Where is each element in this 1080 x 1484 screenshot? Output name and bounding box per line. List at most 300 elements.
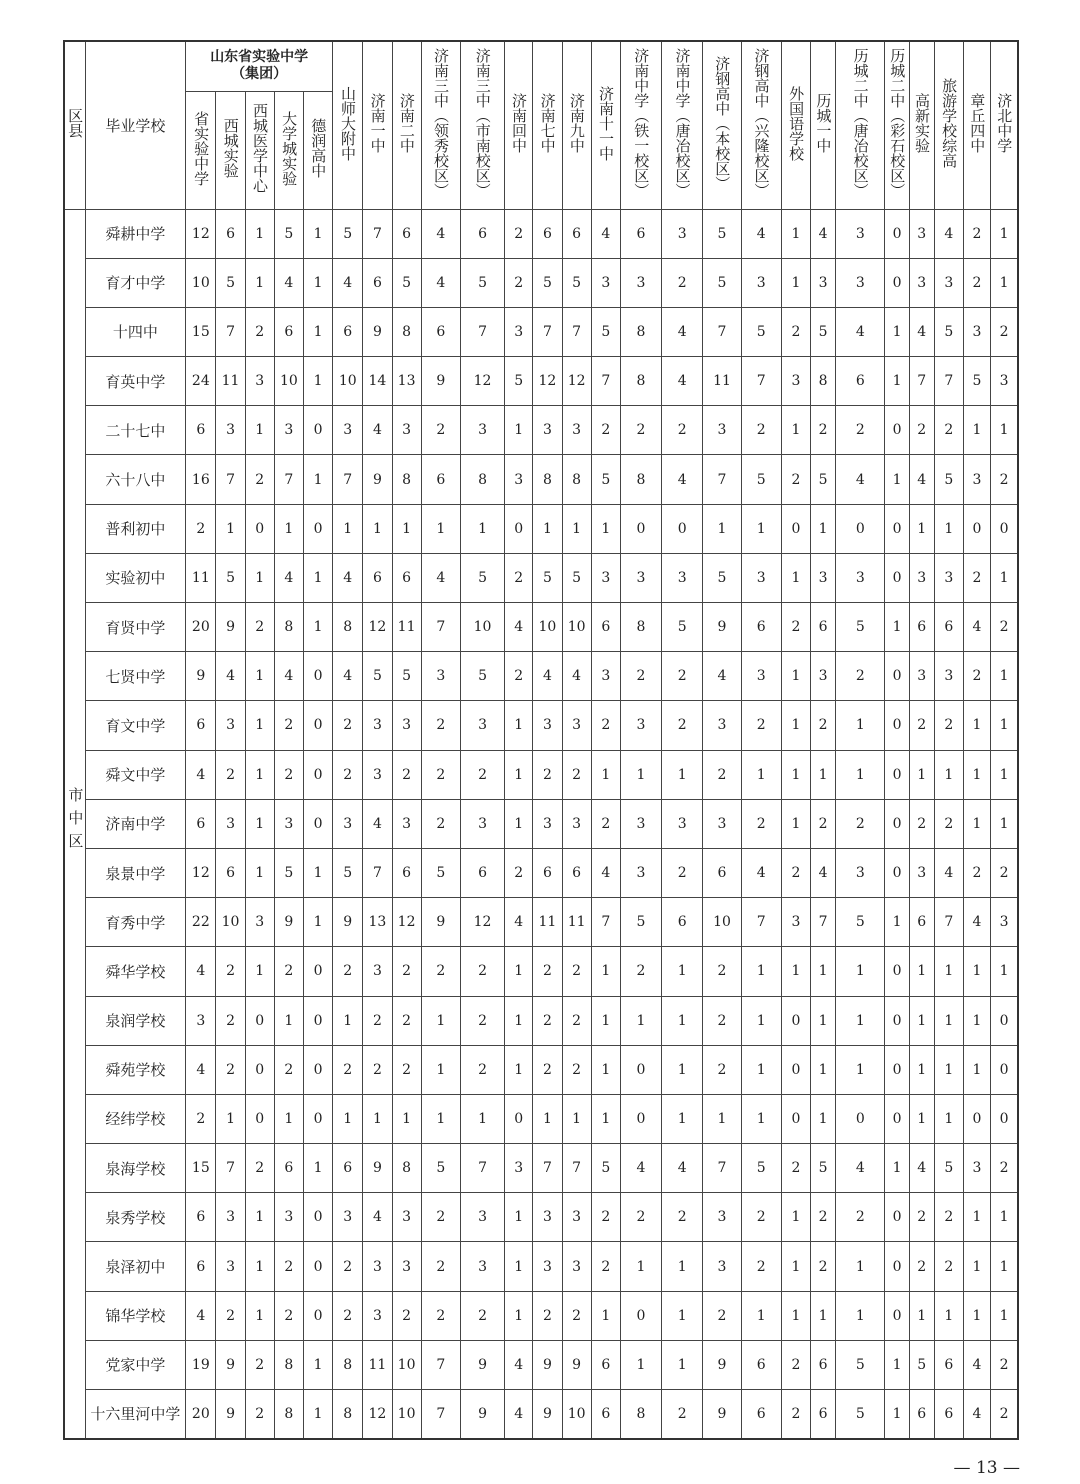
quota-cell: 5 [741,307,781,356]
quota-cell: 2 [703,1045,741,1094]
quota-cell: 7 [811,898,836,947]
column-header-label: 济南三中（领秀校区） [432,48,451,199]
quota-cell: 6 [811,1390,836,1439]
quota-cell: 5 [392,258,421,307]
quota-cell: 4 [333,652,363,701]
quota-cell: 2 [460,947,504,996]
quota-cell: 1 [505,406,533,455]
quota-cell: 2 [934,1242,963,1291]
quota-cell: 5 [562,553,591,602]
quota-cell: 4 [274,553,303,602]
quota-cell: 1 [591,947,620,996]
quota-cell: 1 [303,357,332,406]
quota-cell: 2 [333,1045,363,1094]
quota-cell: 2 [245,603,274,652]
quota-cell: 4 [836,455,885,504]
quota-cell: 7 [591,898,620,947]
quota-cell: 1 [245,209,274,258]
quota-cell: 3 [505,1144,533,1193]
quota-cell: 4 [363,1193,392,1242]
quota-cell: 2 [991,603,1018,652]
quota-cell: 1 [909,1045,934,1094]
quota-cell: 9 [703,1390,741,1439]
quota-cell: 3 [562,701,591,750]
quota-cell: 1 [662,750,703,799]
quota-cell: 0 [963,1094,990,1143]
quota-cell: 3 [392,406,421,455]
quota-cell: 1 [781,1242,810,1291]
quota-cell: 4 [186,947,216,996]
quota-cell: 5 [421,848,460,897]
quota-cell: 6 [216,848,245,897]
quota-cell: 1 [781,947,810,996]
quota-cell: 1 [885,1340,909,1389]
quota-cell: 4 [363,406,392,455]
quota-cell: 3 [505,455,533,504]
quota-cell: 2 [421,701,460,750]
quota-cell: 3 [620,553,661,602]
table-row [64,1094,1018,1143]
column-header [216,91,245,209]
column-header [363,41,392,209]
column-header [781,41,810,209]
quota-cell: 2 [620,1193,661,1242]
quota-cell: 5 [811,1144,836,1193]
quota-cell: 10 [703,898,741,947]
quota-cell: 1 [885,1390,909,1439]
quota-cell: 8 [620,357,661,406]
quota-cell: 1 [836,947,885,996]
quota-cell: 1 [885,455,909,504]
quota-cell: 1 [934,1094,963,1143]
quota-cell: 6 [363,258,392,307]
quota-cell: 1 [963,996,990,1045]
quota-cell: 7 [741,357,781,406]
quota-cell: 1 [662,996,703,1045]
quota-cell: 1 [781,799,810,848]
column-header [392,41,421,209]
quota-cell: 1 [505,799,533,848]
quota-cell: 5 [909,1340,934,1389]
quota-cell: 0 [303,1242,332,1291]
school-name: 舜文中学 [85,750,186,799]
quota-cell: 3 [533,406,562,455]
quota-cell: 2 [562,996,591,1045]
quota-cell: 6 [186,701,216,750]
quota-cell: 2 [741,799,781,848]
quota-cell: 11 [562,898,591,947]
quota-cell: 2 [836,799,885,848]
quota-cell: 8 [620,1390,661,1439]
quota-cell: 1 [741,947,781,996]
quota-cell: 8 [562,455,591,504]
quota-cell: 9 [703,1340,741,1389]
quota-cell: 4 [934,848,963,897]
column-header-label: 外国语学校 [787,85,806,161]
quota-cell: 11 [186,553,216,602]
quota-cell: 3 [811,652,836,701]
school-name: 六十八中 [85,455,186,504]
quota-cell: 1 [662,1291,703,1340]
quota-cell: 1 [885,603,909,652]
quota-cell: 1 [963,750,990,799]
quota-cell: 3 [216,701,245,750]
school-name: 济南中学 [85,799,186,848]
quota-cell: 24 [186,357,216,406]
quota-cell: 1 [934,947,963,996]
column-header-label: 山师大附中 [338,85,357,161]
quota-cell: 1 [505,750,533,799]
table-row [64,652,1018,701]
quota-cell: 2 [216,1291,245,1340]
quota-cell: 6 [811,1340,836,1389]
quota-cell: 1 [662,1242,703,1291]
header-row-1 [64,41,1018,91]
quota-cell: 8 [274,603,303,652]
quota-cell: 1 [741,1045,781,1094]
quota-cell: 3 [274,406,303,455]
quota-cell: 0 [991,1094,1018,1143]
quota-cell: 3 [333,406,363,455]
quota-cell: 3 [741,258,781,307]
quota-cell: 1 [741,750,781,799]
quota-cell: 0 [885,1094,909,1143]
quota-cell: 1 [885,357,909,406]
quota-cell: 2 [591,799,620,848]
quota-cell: 3 [216,799,245,848]
quota-cell: 1 [505,701,533,750]
quota-cell: 2 [274,750,303,799]
quota-cell: 6 [421,307,460,356]
quota-cell: 0 [303,701,332,750]
quota-cell: 6 [274,307,303,356]
quota-cell: 14 [363,357,392,406]
column-header-label: 高新实验 [912,93,931,154]
quota-cell: 3 [909,848,934,897]
quota-cell: 3 [245,357,274,406]
quota-cell: 5 [460,553,504,602]
quota-cell: 9 [533,1340,562,1389]
quota-cell: 0 [620,1094,661,1143]
quota-cell: 0 [885,1193,909,1242]
quota-cell: 9 [274,898,303,947]
quota-cell: 2 [533,750,562,799]
quota-cell: 4 [216,652,245,701]
quota-cell: 1 [703,1094,741,1143]
column-header [421,41,460,209]
quota-cell: 4 [591,209,620,258]
quota-cell: 5 [333,848,363,897]
quota-cell: 6 [460,848,504,897]
column-header-label: 济北中学 [995,93,1014,154]
quota-cell: 7 [333,455,363,504]
table-row [64,1045,1018,1094]
column-header-label: 济南九中 [567,93,586,154]
column-header-label: 济南三中（市南校区） [473,48,492,199]
quota-cell: 6 [562,209,591,258]
quota-cell: 1 [934,1045,963,1094]
quota-cell: 6 [836,357,885,406]
quota-cell: 2 [909,406,934,455]
quota-cell: 1 [303,553,332,602]
quota-cell: 5 [533,258,562,307]
quota-cell: 0 [303,1094,332,1143]
quota-cell: 3 [363,701,392,750]
quota-cell: 2 [991,307,1018,356]
quota-cell: 6 [811,603,836,652]
quota-cell: 4 [186,1045,216,1094]
column-header [186,91,216,209]
quota-cell: 4 [505,1340,533,1389]
column-header-label: 济南十一中 [597,85,616,161]
quota-cell: 5 [460,258,504,307]
table-row [64,258,1018,307]
quota-cell: 1 [781,1193,810,1242]
quota-cell: 0 [885,750,909,799]
quota-cell: 1 [836,701,885,750]
school-name: 育文中学 [85,701,186,750]
quota-cell: 2 [781,455,810,504]
quota-cell: 6 [562,848,591,897]
quota-cell: 0 [836,504,885,553]
quota-cell: 2 [562,947,591,996]
quota-cell: 0 [303,750,332,799]
quota-cell: 6 [741,1340,781,1389]
quota-cell: 7 [216,307,245,356]
quota-cell: 2 [934,799,963,848]
quota-cell: 9 [533,1390,562,1439]
quota-cell: 2 [703,996,741,1045]
quota-cell: 2 [781,1340,810,1389]
column-header [836,41,885,209]
quota-cell: 1 [274,996,303,1045]
quota-cell: 4 [963,1390,990,1439]
quota-cell: 2 [274,1291,303,1340]
quota-cell: 6 [934,603,963,652]
quota-cell: 6 [909,603,934,652]
quota-cell: 3 [392,701,421,750]
quota-cell: 2 [662,652,703,701]
quota-cell: 12 [392,898,421,947]
quota-cell: 7 [460,1144,504,1193]
school-name: 泉海学校 [85,1144,186,1193]
quota-cell: 1 [963,406,990,455]
school-name: 普利初中 [85,504,186,553]
quota-cell: 1 [963,799,990,848]
quota-cell: 0 [303,652,332,701]
quota-cell: 6 [333,1144,363,1193]
quota-cell: 3 [703,1242,741,1291]
quota-cell: 1 [991,258,1018,307]
quota-cell: 0 [781,1094,810,1143]
quota-cell: 0 [885,209,909,258]
quota-cell: 2 [460,750,504,799]
quota-cell: 3 [460,1242,504,1291]
quota-cell: 0 [836,1094,885,1143]
quota-cell: 8 [620,307,661,356]
quota-cell: 2 [909,1242,934,1291]
quota-cell: 3 [333,799,363,848]
quota-cell: 4 [421,209,460,258]
quota-cell: 4 [741,848,781,897]
quota-cell: 8 [392,1144,421,1193]
quota-cell: 1 [963,1291,990,1340]
quota-cell: 2 [963,553,990,602]
school-name: 舜耕中学 [85,209,186,258]
quota-cell: 1 [591,996,620,1045]
quota-cell: 2 [662,701,703,750]
quota-cell: 1 [245,799,274,848]
quota-cell: 9 [363,1144,392,1193]
column-header [963,41,990,209]
school-name: 泉秀学校 [85,1193,186,1242]
quota-cell: 2 [620,947,661,996]
quota-cell: 0 [963,504,990,553]
quota-cell: 2 [216,750,245,799]
quota-cell: 3 [591,652,620,701]
quota-cell: 2 [460,1291,504,1340]
quota-cell: 1 [781,258,810,307]
quota-cell: 2 [333,947,363,996]
column-header-label: 省实验中学 [192,110,211,186]
quota-cell: 1 [909,1291,934,1340]
quota-cell: 0 [303,504,332,553]
quota-cell: 7 [533,1144,562,1193]
table-row [64,406,1018,455]
school-name: 泉泽初中 [85,1242,186,1291]
quota-cell: 3 [591,258,620,307]
quota-cell: 5 [703,258,741,307]
quota-cell: 2 [216,947,245,996]
quota-cell: 1 [245,701,274,750]
quota-cell: 0 [781,504,810,553]
quota-cell: 12 [363,603,392,652]
quota-cell: 3 [934,258,963,307]
quota-cell: 1 [245,1193,274,1242]
quota-cell: 16 [186,455,216,504]
quota-cell: 1 [245,1242,274,1291]
quota-cell: 4 [963,603,990,652]
quota-cell: 2 [421,406,460,455]
quota-cell: 0 [620,504,661,553]
quota-cell: 3 [245,898,274,947]
column-header-label: 济南一中 [368,93,387,154]
quota-cell: 1 [934,1291,963,1340]
quota-cell: 10 [216,898,245,947]
quota-cell: 1 [741,1291,781,1340]
quota-cell: 1 [781,750,810,799]
table-row [64,848,1018,897]
quota-cell: 3 [662,209,703,258]
quota-cell: 0 [303,947,332,996]
quota-cell: 3 [392,1242,421,1291]
quota-cell: 2 [333,750,363,799]
quota-cell: 1 [662,1340,703,1389]
quota-cell: 0 [245,996,274,1045]
quota-cell: 2 [421,750,460,799]
column-header-label: 济南中学（铁一校区） [632,48,651,199]
quota-cell: 10 [186,258,216,307]
quota-cell: 1 [836,1291,885,1340]
quota-cell: 2 [533,996,562,1045]
quota-cell: 1 [591,504,620,553]
quota-cell: 1 [934,750,963,799]
quota-cell: 2 [811,1242,836,1291]
school-name: 锦华学校 [85,1291,186,1340]
quota-cell: 3 [703,799,741,848]
quota-cell: 2 [274,701,303,750]
quota-cell: 7 [421,1390,460,1439]
quota-cell: 1 [274,504,303,553]
quota-cell: 11 [533,898,562,947]
quota-cell: 12 [186,848,216,897]
quota-cell: 9 [421,357,460,406]
quota-cell: 1 [885,307,909,356]
quota-cell: 1 [505,1242,533,1291]
quota-cell: 2 [662,1193,703,1242]
quota-cell: 4 [836,307,885,356]
quota-cell: 5 [533,553,562,602]
quota-cell: 1 [781,209,810,258]
quota-cell: 3 [781,357,810,406]
quota-cell: 4 [811,848,836,897]
quota-cell: 2 [562,750,591,799]
group-header-label: 山东省实验中学 （集团） [210,48,309,83]
quota-cell: 1 [533,504,562,553]
quota-cell: 2 [662,1390,703,1439]
quota-cell: 4 [505,603,533,652]
quota-cell: 3 [460,1193,504,1242]
quota-cell: 6 [392,209,421,258]
quota-cell: 8 [620,603,661,652]
quota-cell: 2 [505,209,533,258]
quota-cell: 3 [836,209,885,258]
school-name: 舜苑学校 [85,1045,186,1094]
column-header-label: 大学城实验 [280,110,299,186]
quota-cell: 1 [991,1291,1018,1340]
quota-cell: 15 [186,1144,216,1193]
quota-cell: 3 [421,652,460,701]
quota-cell: 1 [781,406,810,455]
quota-cell: 10 [562,1390,591,1439]
district-header [64,41,85,209]
quota-cell: 5 [363,652,392,701]
quota-cell: 1 [303,1390,332,1439]
quota-cell: 1 [703,504,741,553]
quota-cell: 7 [216,455,245,504]
quota-cell: 6 [392,848,421,897]
quota-cell: 1 [392,1094,421,1143]
quota-cell: 1 [811,996,836,1045]
quota-cell: 1 [909,1094,934,1143]
column-header-label: 济南回中 [510,93,528,154]
column-header [811,41,836,209]
quota-cell: 1 [963,701,990,750]
quota-cell: 7 [934,898,963,947]
quota-cell: 2 [991,1340,1018,1389]
quota-cell: 9 [421,898,460,947]
quota-cell: 13 [363,898,392,947]
quota-cell: 2 [505,848,533,897]
quota-cell: 8 [392,455,421,504]
quota-cell: 2 [963,652,990,701]
quota-cell: 6 [186,799,216,848]
table-row [64,799,1018,848]
quota-cell: 12 [460,357,504,406]
column-header [991,41,1018,209]
quota-cell: 5 [460,652,504,701]
quota-cell: 1 [460,1094,504,1143]
